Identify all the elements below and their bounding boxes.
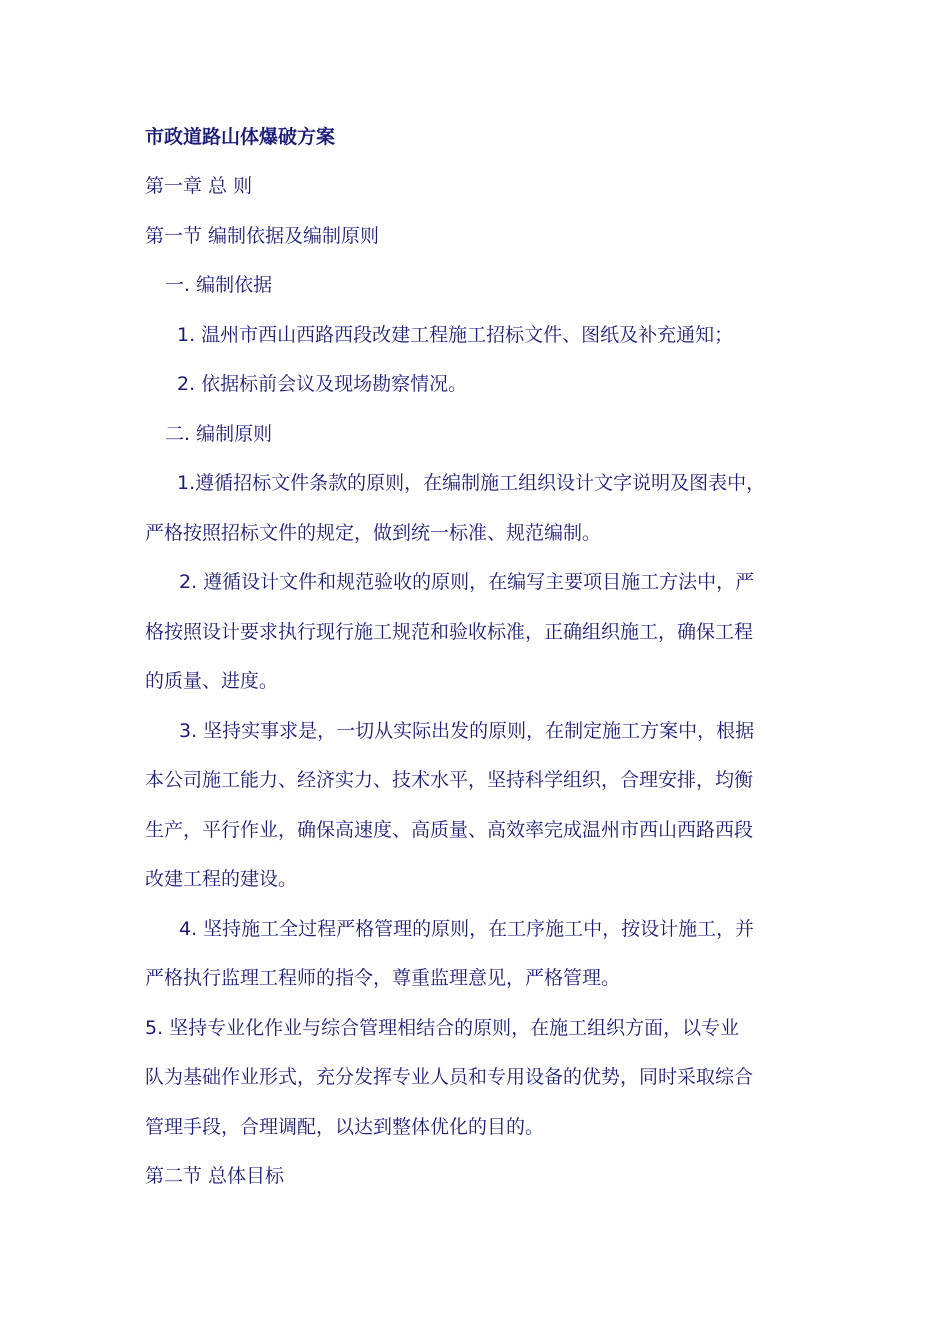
section-heading-2: 第二节 总体目标 — [145, 1165, 285, 1187]
basis-item-1: 1. 温州市西山西路西段改建工程施工招标文件、图纸及补充通知； — [177, 323, 734, 346]
text-line: 1.遵循招标文件条款的原则，在编制施工组织设计文字说明及图表中， — [177, 472, 766, 494]
text-line: 4. 坚持施工全过程严格管理的原则，在工序施工中，按设计施工，并 — [179, 917, 755, 940]
section-heading-1: 第一节 编制依据及编制原则 — [145, 224, 380, 247]
principle-paragraph-3 — [145, 707, 810, 905]
subsection-heading-principles: 二. 编制原则 — [165, 422, 273, 445]
text-line: 队为基础作业形式，充分发挥专业人员和专用设备的优势，同时采取综合 — [145, 1066, 754, 1088]
subsection-heading-basis: 一. 编制依据 — [165, 274, 273, 296]
principle-paragraph-4 — [145, 905, 810, 1004]
text-line: 格按照设计要求执行现行施工规范和验收标准，正确组织施工，确保工程 — [145, 620, 754, 643]
basis-item-2: 2. 依据标前会议及现场勘察情况。 — [177, 373, 468, 395]
text-line: 2. 遵循设计文件和规范验收的原则，在编写主要项目施工方法中，严 — [179, 571, 755, 593]
principle-paragraph-1 — [145, 459, 810, 558]
chapter-heading: 第一章 总 则 — [145, 175, 253, 197]
text-line: 严格执行监理工程师的指令，尊重监理意见，严格管理。 — [145, 967, 621, 989]
principle-paragraph-5 — [145, 1004, 810, 1153]
text-line: 改建工程的建设。 — [145, 868, 298, 890]
text-line: 生产，平行作业，确保高速度、高质量、高效率完成温州市西山西路西段 — [145, 818, 754, 841]
principle-paragraph-2 — [145, 558, 810, 707]
text-line: 管理手段，合理调配，以达到整体优化的目的。 — [145, 1115, 545, 1138]
text-line: 3. 坚持实事求是，一切从实际出发的原则，在制定施工方案中，根据 — [179, 719, 755, 742]
text-line: 严格按照招标文件的规定，做到统一标准、规范编制。 — [145, 521, 602, 544]
text-line: 5. 坚持专业化作业与综合管理相结合的原则，在施工组织方面，以专业 — [145, 1016, 740, 1039]
document-title: 市政道路山体爆破方案 — [145, 126, 336, 148]
text-line: 的质量、进度。 — [145, 670, 279, 692]
text-line: 本公司施工能力、经济实力、技术水平，坚持科学组织，合理安排，均衡 — [145, 769, 754, 791]
document-page — [145, 112, 810, 1202]
